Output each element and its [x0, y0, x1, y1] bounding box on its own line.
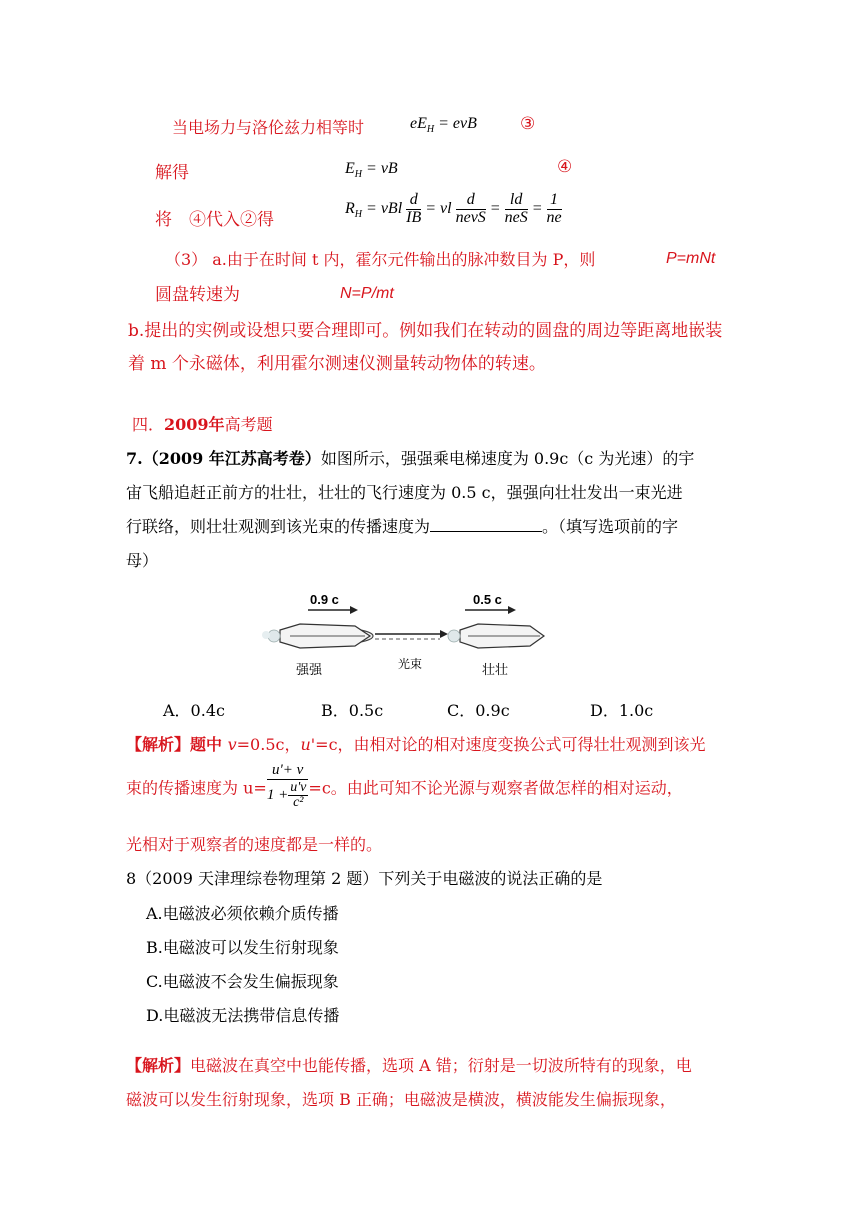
q8-stem: 8（2009 天津理综卷物理第 2 题）下列关于电磁波的说法正确的是 — [126, 869, 603, 888]
fraction-2 — [456, 192, 486, 227]
fraction-4-num: 1 — [547, 192, 562, 210]
q7-option-c[interactable]: C．0.9c — [447, 701, 510, 720]
q7-analysis-line2 — [126, 763, 683, 811]
q8-option-c[interactable]: C.电磁波不会发生偏振现象 — [146, 972, 339, 991]
label-light-beam: 光束 — [398, 657, 423, 671]
velocity-formula-inner-den: c² — [293, 795, 304, 811]
q8-analysis-line2: 磁波可以发生衍射现象，选项 B 正确；电磁波是横波，横波能发生偏振现象， — [126, 1090, 676, 1109]
spaceship-right-icon — [448, 624, 544, 648]
q7-source: （2009 年江苏高考卷） — [142, 449, 321, 468]
q7-line3 — [126, 514, 678, 537]
fraction-1 — [406, 192, 421, 227]
part-3b-line2: 着 m 个永磁体，利用霍尔测速仪测量转动物体的转速。 — [128, 354, 546, 374]
part-3a-formula2: N=P/mt — [340, 285, 394, 302]
fraction-2-den: nevS — [455, 208, 486, 226]
equation-number-3: ③ — [520, 114, 536, 134]
solution-line-1 — [172, 115, 364, 138]
velocity-formula-inner-num: u'v — [290, 779, 307, 795]
fraction-4 — [547, 192, 562, 227]
q7-option-b[interactable]: B．0.5c — [321, 701, 384, 720]
equation-3-rhs: = evB — [438, 115, 477, 132]
part-3a-formula: P=mNt — [666, 250, 716, 267]
q7-analysis-line2-a: 束的传播速度为 u= — [126, 778, 267, 798]
q8-option-d[interactable]: D.电磁波无法携带信息传播 — [146, 1006, 340, 1025]
velocity-formula — [267, 763, 309, 811]
solution-line-2-text: 解得 — [155, 163, 189, 183]
q7-line3-text-a: 行联络，则壮壮观测到该光束的传播速度为 — [126, 517, 431, 536]
spaceship-left-icon — [262, 624, 373, 648]
q7-analysis-line2-b: =c。由此可知不论光源与观察者做怎样的相对运动， — [308, 778, 683, 798]
velocity-formula-den-pre: 1 + — [266, 787, 289, 804]
q7-analysis-v: v — [227, 735, 237, 754]
q7-analysis-v-value: =0.5c， — [236, 735, 301, 754]
section-prefix: 四． — [132, 415, 165, 434]
q8-option-a[interactable]: A.电磁波必须依赖介质传播 — [146, 904, 339, 923]
q7-line2: 宙飞船追赶正前方的壮壮，壮壮的飞行速度为 0.5 c，强强向壮壮发出一束光进 — [126, 483, 683, 502]
spaceship-figure — [260, 590, 550, 690]
q8-analysis-tag: 【解析】 — [126, 1056, 191, 1075]
equation-number-4: ④ — [557, 157, 573, 177]
label-qiangqiang: 强强 — [296, 663, 323, 678]
q7-number: 7. — [126, 449, 143, 468]
q7-option-d[interactable]: D．1.0c — [590, 701, 654, 720]
fraction-3-den: neS — [504, 208, 528, 226]
part-3a-line2: 圆盘转速为 — [155, 285, 240, 305]
q7-line4: 母） — [126, 551, 159, 570]
fraction-1-num: d — [406, 192, 421, 210]
velocity-formula-inner — [288, 781, 308, 811]
answer-blank[interactable] — [430, 515, 542, 532]
section-heading — [132, 412, 273, 435]
q7-option-a[interactable]: A．0.4c — [163, 701, 225, 720]
solution-line-3-text: 将 ④代入②得 — [155, 210, 274, 230]
equation-4-lhs: E — [345, 160, 355, 177]
label-speed-right: 0.5 c — [473, 592, 502, 607]
section-year-suffix: 年 — [208, 415, 225, 434]
fraction-4-den: ne — [546, 208, 562, 226]
q7-line3-text-b: 。（填写选项前的字 — [542, 517, 679, 536]
q8-analysis-line1-text: 电磁波在真空中也能传播，选项 A 错；衍射是一切波所特有的现象，电 — [190, 1056, 692, 1075]
solution-line-1-text: 当电场力与洛伦兹力相等时 — [172, 118, 365, 137]
q7-analysis-tag: 【解析】 — [126, 735, 191, 754]
equation-3-lhs: eE — [410, 115, 427, 132]
q8-option-b[interactable]: B.电磁波可以发生衍射现象 — [146, 938, 339, 957]
fraction-3 — [505, 192, 528, 227]
q8-analysis-line1 — [126, 1053, 692, 1076]
equation-hall-resistance: $R_H$ = vBl $\frac{d}{IB}$ = vl $\frac{d}{\text{nevS}}$ = $\frac{ld}{\text{neS}}$ = $\frac{1}{ne}$ — [345, 191, 562, 226]
velocity-formula-denominator — [267, 780, 309, 811]
section-title: 高考题 — [224, 415, 273, 434]
label-speed-left: 0.9 c — [310, 592, 339, 607]
q7-analysis-line3: 光相对于观察者的速度都是一样的。 — [126, 835, 383, 854]
fraction-3-num: ld — [505, 192, 528, 210]
equation-3: $eE_H$ = evB — [410, 115, 477, 136]
part-3b-line1: b.提出的实例或设想只要合理即可。例如我们在转动的圆盘的周边等距离地嵌装 — [128, 321, 723, 341]
label-zhuangzhuang: 壮壮 — [482, 663, 509, 678]
q7-analysis-intro: 题中 — [190, 735, 228, 754]
q7-analysis-u: u' — [300, 735, 316, 754]
q7-line1 — [126, 446, 694, 469]
equation-4-rhs: = vB — [366, 160, 398, 177]
section-year: 2009 — [164, 415, 209, 434]
part-3a-text: （3） a.由于在时间 t 内，霍尔元件输出的脉冲数目为 P，则 — [165, 250, 596, 269]
q7-analysis-line1-rest: =c，由相对论的相对速度变换公式可得壮壮观测到该光 — [315, 735, 706, 754]
velocity-formula-numerator: u'+ v — [267, 763, 309, 780]
fraction-1-den: IB — [406, 208, 422, 226]
q7-analysis-line1 — [126, 732, 706, 755]
q7-line1-text: 如图所示，强强乘电梯速度为 0.9c（c 为光速）的宇 — [320, 449, 695, 468]
equation-4: $E_H$ = vB — [345, 160, 398, 181]
fraction-2-num: d — [456, 192, 486, 210]
eq-lhs-R: R — [345, 199, 355, 217]
